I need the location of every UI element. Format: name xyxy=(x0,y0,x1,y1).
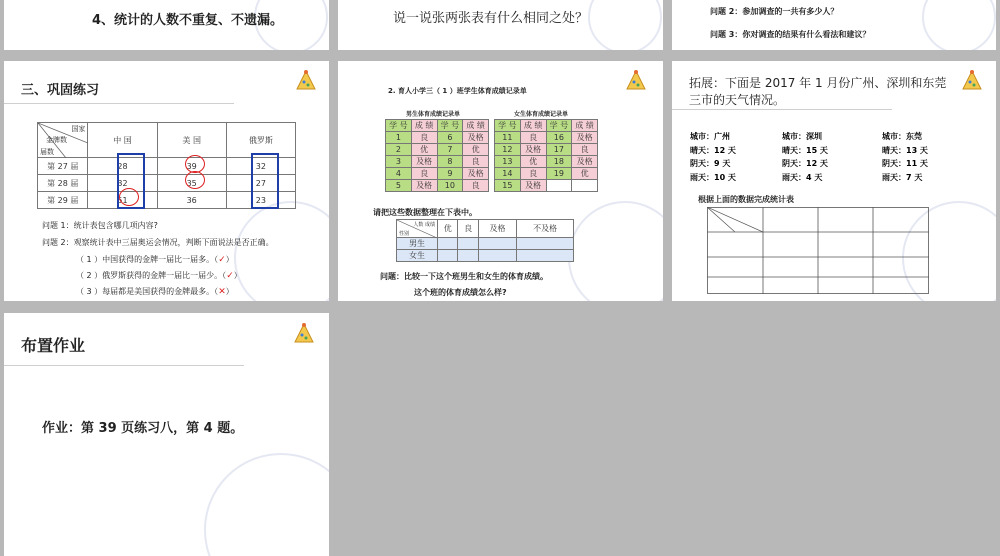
table-cell: 7 xyxy=(437,144,463,156)
col-header: 优 xyxy=(438,220,458,238)
col-header: 成 绩 xyxy=(411,120,437,132)
corner-bottom-label: 性别 xyxy=(399,231,410,237)
slide-text: 说一说张两张表有什么相同之处？ xyxy=(393,11,589,26)
check-mark-icon: ✓ xyxy=(226,271,234,281)
col-header: 成 绩 xyxy=(520,120,546,132)
rainy-days: 雨天：4 天 xyxy=(782,172,823,182)
table-cell: 9 xyxy=(437,168,463,180)
question-1: 问题 1：统计表包含哪几项内容? xyxy=(42,221,158,230)
table-cell: 32 xyxy=(226,158,295,175)
empty-stats-table xyxy=(707,207,929,295)
empty-cell xyxy=(438,250,458,262)
watermark-logo xyxy=(588,0,662,50)
col-header: 不及格 xyxy=(517,220,574,238)
summary-corner-cell xyxy=(397,220,438,238)
col-header: 学 号 xyxy=(546,120,572,132)
row-label: 第 28 届 xyxy=(38,175,88,192)
table-cell: 11 xyxy=(495,132,521,144)
table-cell: 优 xyxy=(572,168,598,180)
table-cell: 优 xyxy=(463,144,489,156)
watermark-logo xyxy=(204,453,329,556)
statement-3 xyxy=(76,286,234,297)
cloudy-days: 阴天：12 天 xyxy=(782,159,828,168)
statement-2 xyxy=(76,270,242,281)
slide-thumbnail-7[interactable] xyxy=(4,313,329,556)
table-cell: 及格 xyxy=(572,156,598,168)
check-mark-icon: ✓ xyxy=(218,255,226,265)
question-text: 问题：比较一下这个班男生和女生的体育成绩。 xyxy=(380,272,548,281)
title-line-1: 拓展：下面是 2017 年 1 月份广州、深圳和东莞 xyxy=(689,76,947,90)
cloudy-days: 阴天：9 天 xyxy=(690,159,731,168)
table-cell: 16 xyxy=(546,132,572,144)
row-label: 第 27 届 xyxy=(38,158,88,175)
empty-cell xyxy=(478,238,517,250)
empty-cell xyxy=(458,238,478,250)
col-header: 良 xyxy=(458,220,478,238)
close-paren: ） xyxy=(233,271,242,280)
table-cell xyxy=(572,180,598,192)
col-header: 俄罗斯 xyxy=(226,123,295,158)
table-cell: 良 xyxy=(520,168,546,180)
slide-thumbnail-6[interactable] xyxy=(672,61,996,301)
watermark-logo xyxy=(568,201,663,301)
table-cell: 优 xyxy=(520,156,546,168)
corner-country-label: 国家 xyxy=(71,125,86,133)
table-cell: 35 xyxy=(157,175,226,192)
title-divider xyxy=(672,109,892,110)
col-header: 中 国 xyxy=(88,123,157,158)
table-cell: 良 xyxy=(411,168,437,180)
slide-title: 2. 育人小学三（ 1 ）班学生体育成绩记录单 xyxy=(388,87,527,95)
table-cell: 18 xyxy=(546,156,572,168)
close-paren: ） xyxy=(225,255,234,264)
instruction-text: 根据上面的数据完成统计表 xyxy=(698,195,794,204)
table-cell: 14 xyxy=(495,168,521,180)
russia-column-highlight xyxy=(251,153,279,209)
empty-cell xyxy=(478,250,517,262)
table-cell: 及格 xyxy=(520,180,546,192)
section-title: 布置作业 xyxy=(21,336,86,355)
boys-table-title: 男生体育成绩记录单 xyxy=(406,111,461,118)
summary-table xyxy=(396,219,574,262)
cloudy-days: 阴天：11 天 xyxy=(882,159,928,168)
question-text-2: 这个班的体育成绩怎么样? xyxy=(414,288,507,297)
table-cell: 36 xyxy=(157,192,226,209)
corner-medal-label: 金牌数 xyxy=(46,136,67,144)
table-cell: 优 xyxy=(411,144,437,156)
col-header: 美 国 xyxy=(157,123,226,158)
table-cell: 39 xyxy=(157,158,226,175)
rainy-days: 雨天：7 天 xyxy=(882,172,923,182)
question-2: 问题 2：观察统计表中三届奥运会情况，判断下面说法是否正确。 xyxy=(42,238,274,247)
col-header: 学 号 xyxy=(386,120,412,132)
table-cell: 13 xyxy=(495,156,521,168)
question-2: 问题 2：参加调查的一共有多少人？ xyxy=(710,7,839,16)
statement-1 xyxy=(76,254,234,265)
city-stats-guangzhou xyxy=(690,130,736,184)
table-cell: 2 xyxy=(386,144,412,156)
slide-thumbnail-3[interactable] xyxy=(672,0,996,50)
statement-1-text: （ 1 ）中国获得的金牌一届比一届多。（ xyxy=(76,255,219,264)
cross-mark-icon: ✕ xyxy=(218,287,226,297)
watermark-logo xyxy=(234,201,329,301)
col-header: 及格 xyxy=(478,220,517,238)
table-cell: 4 xyxy=(386,168,412,180)
china-circle-3 xyxy=(119,188,139,206)
girls-table-title: 女生体育成绩记录单 xyxy=(514,111,569,118)
table-cell xyxy=(546,180,572,192)
table-cell: 10 xyxy=(437,180,463,192)
row-label: 女生 xyxy=(397,250,438,262)
party-hat-icon xyxy=(960,68,984,92)
title-divider xyxy=(4,365,244,366)
table-cell: 6 xyxy=(437,132,463,144)
table-cell: 23 xyxy=(226,192,295,209)
party-hat-icon xyxy=(294,68,318,92)
corner-top-label: 人数 成绩 xyxy=(413,222,435,228)
table-cell: 8 xyxy=(437,156,463,168)
homework-text: 作业：第 39 页练习八，第 4 题。 xyxy=(42,421,244,436)
table-cell: 12 xyxy=(495,144,521,156)
empty-cell xyxy=(458,250,478,262)
table-cell: 28 xyxy=(88,158,157,175)
table-cell: 27 xyxy=(226,175,295,192)
table-cell: 51 xyxy=(88,192,157,209)
table-corner-cell xyxy=(38,123,88,158)
empty-cell xyxy=(517,238,574,250)
title-divider xyxy=(4,103,234,104)
city-stats-dongguan xyxy=(882,130,928,184)
corner-session-label: 届数 xyxy=(40,148,54,156)
question-3: 问题 3：你对调查的结果有什么看法和建议？ xyxy=(710,30,871,39)
table-cell: 32 xyxy=(88,175,157,192)
slide-thumbnail-5[interactable] xyxy=(338,61,663,301)
table-cell: 及格 xyxy=(463,168,489,180)
col-header: 学 号 xyxy=(495,120,521,132)
table-cell: 15 xyxy=(495,180,521,192)
city-stats-shenzhen xyxy=(782,130,828,184)
table-cell: 良 xyxy=(520,132,546,144)
city-name: 城市：深圳 xyxy=(782,132,822,141)
table-cell: 及格 xyxy=(411,156,437,168)
sunny-days: 晴天：12 天 xyxy=(690,145,736,155)
party-hat-icon xyxy=(624,68,648,92)
sunny-days: 晴天：13 天 xyxy=(882,145,928,155)
party-hat-icon xyxy=(292,321,316,345)
slide-text: 4、统计的人数不重复、不遗漏。 xyxy=(92,13,284,28)
slide-thumbnail-4[interactable] xyxy=(4,61,329,301)
table-cell: 及格 xyxy=(463,132,489,144)
title-line-2: 三市的天气情况。 xyxy=(689,93,786,107)
slide-thumbnail-2[interactable] xyxy=(338,0,663,50)
girls-record-table xyxy=(494,119,598,192)
city-name: 城市：东莞 xyxy=(882,132,922,141)
table-cell: 17 xyxy=(546,144,572,156)
table-cell: 及格 xyxy=(520,144,546,156)
table-cell: 良 xyxy=(463,180,489,192)
table-cell: 5 xyxy=(386,180,412,192)
sunny-days: 晴天：15 天 xyxy=(782,145,828,155)
row-label: 第 29 届 xyxy=(38,192,88,209)
table-cell: 良 xyxy=(463,156,489,168)
usa-circle-2 xyxy=(185,171,205,189)
table-cell: 良 xyxy=(411,132,437,144)
table-cell: 1 xyxy=(386,132,412,144)
watermark-logo xyxy=(922,0,996,50)
rainy-days: 雨天：10 天 xyxy=(690,172,736,182)
col-header: 成 绩 xyxy=(463,120,489,132)
table-cell: 3 xyxy=(386,156,412,168)
section-title: 三、巩固练习 xyxy=(21,83,100,98)
row-label: 男生 xyxy=(397,238,438,250)
col-header: 成 绩 xyxy=(572,120,598,132)
table-cell: 及格 xyxy=(411,180,437,192)
table-cell: 19 xyxy=(546,168,572,180)
table-cell: 良 xyxy=(572,144,598,156)
statement-2-text: （ 2 ）俄罗斯获得的金牌一届比一届少。（ xyxy=(76,271,227,280)
empty-cell xyxy=(517,250,574,262)
empty-cell xyxy=(438,238,458,250)
instruction-text: 请把这些数据整理在下表中。 xyxy=(373,208,477,217)
slide-thumbnail-1[interactable] xyxy=(4,0,329,50)
col-header: 学 号 xyxy=(437,120,463,132)
table-cell: 及格 xyxy=(572,132,598,144)
city-name: 城市：广州 xyxy=(690,132,730,141)
close-paren: ） xyxy=(225,287,234,296)
statement-3-text: （ 3 ）每届都是美国获得的金牌最多。（ xyxy=(76,287,219,296)
boys-record-table xyxy=(385,119,489,192)
